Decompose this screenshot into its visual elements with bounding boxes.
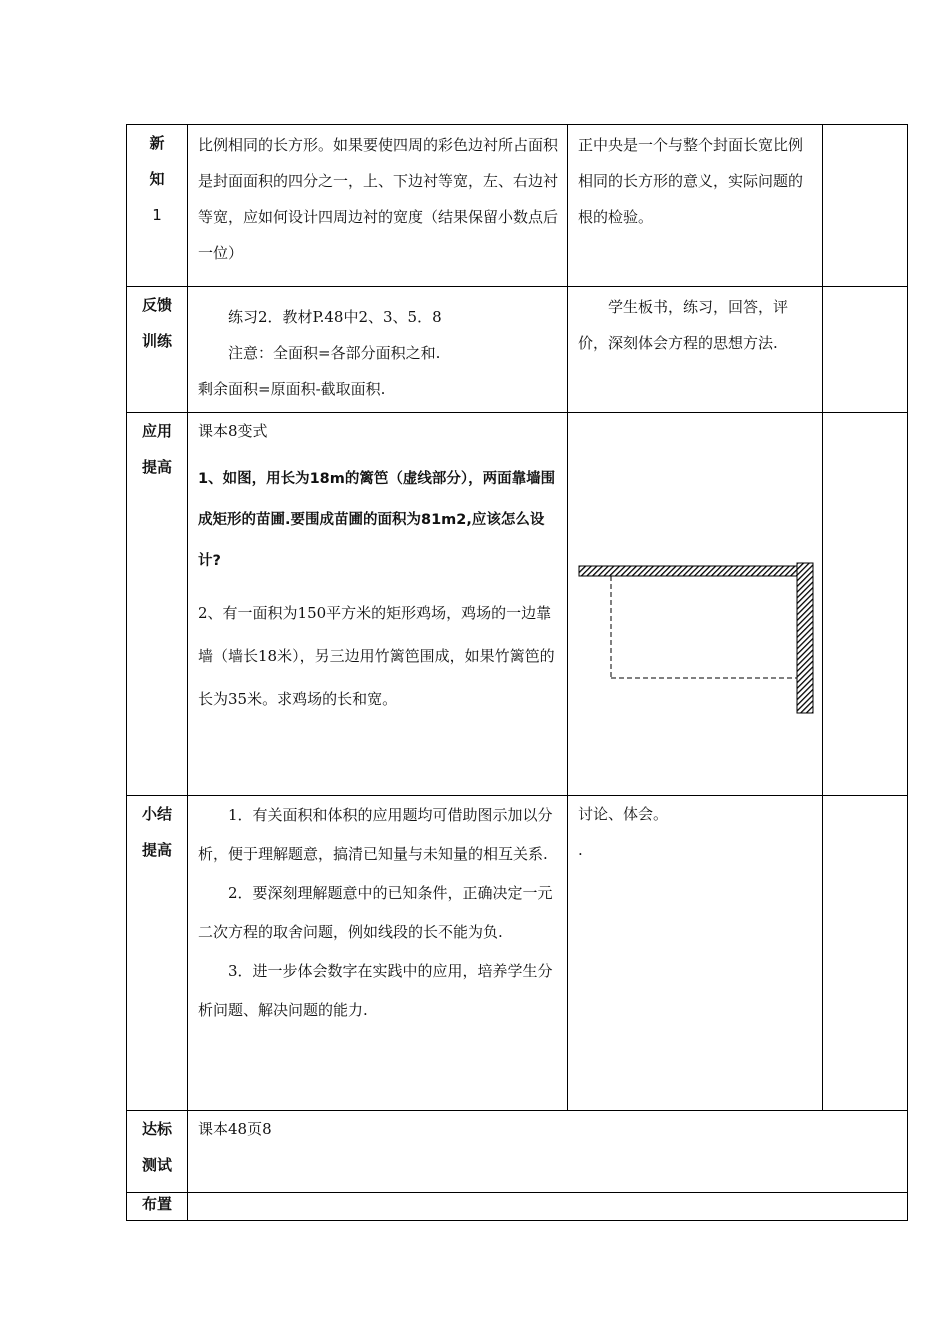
content-yingyong: 课本8变式 1、如图，用长为18m的篱笆（虚线部分），两面靠墙围成矩形的苗圃.要围成苗圃的面积为81m2,应该怎么设计? 2、有一面积为150平方米的矩形鸡场，鸡场的一边靠墙（墙长18米），另三边用竹篱笆围成，如果竹篱笆的长为35米。求鸡场的长和宽。 (188, 413, 568, 796)
content-buzhi (188, 1193, 908, 1221)
label-dabiao: 达标 测试 (127, 1111, 188, 1193)
note-fankui (823, 287, 908, 413)
row-buzhi (127, 1193, 908, 1221)
content-fankui: 练习2．教材P.48中2、3、5．8 注意：全面积=各部分面积之和. 剩余面积=原面积-截取面积. (188, 287, 568, 413)
label-xinzhi: 新 知 1 (127, 125, 188, 287)
label-xiaojie: 小结 提高 (127, 796, 188, 1111)
label-fankui: 反馈 训练 (127, 287, 188, 413)
activity-xiaojie: 讨论、体会。 . (568, 796, 823, 1111)
row-xinzhi (127, 125, 908, 287)
activity-xinzhi: 正中央是一个与整个封面长宽比例相同的长方形的意义，实际问题的根的检验。 (568, 125, 823, 287)
figure-yingyong (568, 413, 823, 796)
label-yingyong: 应用 提高 (127, 413, 188, 796)
content-dabiao: 课本48页8 (188, 1111, 908, 1193)
content-xinzhi: 比例相同的长方形。如果要使四周的彩色边衬所占面积是封面面积的四分之一，上、下边衬等宽，左、右边衬等宽，应如何设计四周边衬的宽度（结果保留小数点后一位） (188, 125, 568, 287)
garden-diagram (568, 413, 823, 796)
row-dabiao (127, 1111, 908, 1193)
content-xiaojie: 1．有关面积和体积的应用题均可借助图示加以分析，便于理解题意，搞清已知量与未知量的相互关系. 2．要深刻理解题意中的已知条件，正确决定一元二次方程的取舍问题，例如线段的长不能为负. 3．进一步体会数字在实践中的应用，培养学生分析问题、解决问题的能力. (188, 796, 568, 1111)
row-fankui (127, 287, 908, 413)
activity-fankui: 学生板书，练习，回答，评价，深刻体会方程的思想方法. (568, 287, 823, 413)
note-xiaojie (823, 796, 908, 1111)
note-yingyong (823, 413, 908, 796)
row-yingyong (127, 413, 908, 796)
row-xiaojie (127, 796, 908, 1111)
note-xinzhi (823, 125, 908, 287)
label-buzhi: 布置 (127, 1193, 188, 1221)
lesson-plan-table (126, 124, 908, 1221)
right-wall (797, 563, 813, 713)
top-wall (579, 566, 797, 576)
